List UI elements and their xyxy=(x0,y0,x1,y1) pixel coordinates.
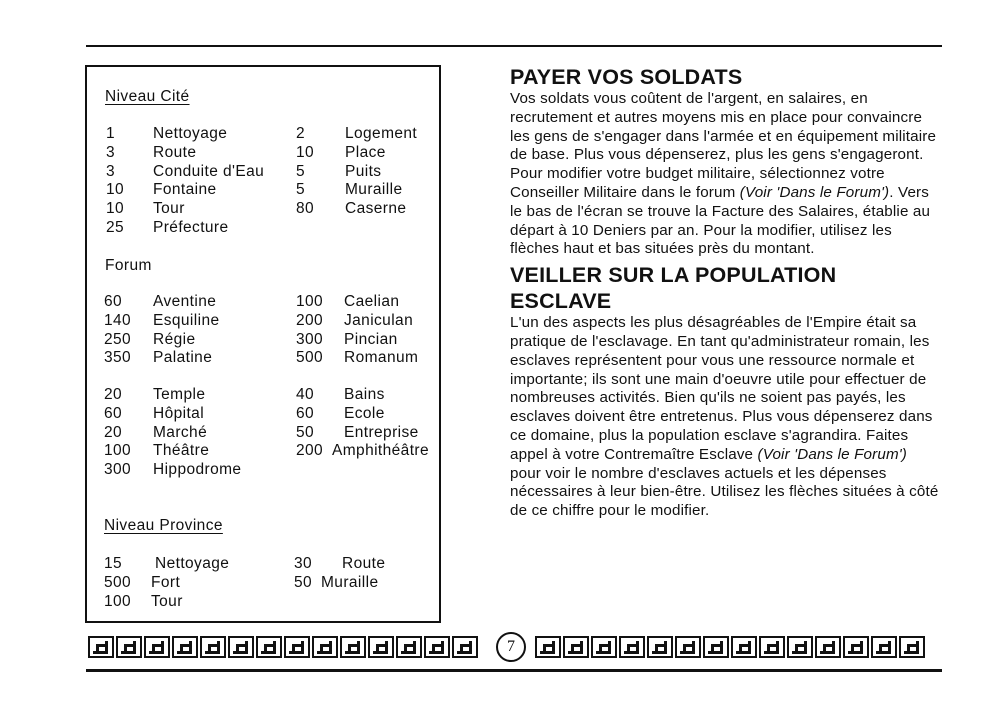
section-title-esclave: VEILLER SUR LA POPULATION ESCLAVE xyxy=(510,263,837,314)
building-label: Régie xyxy=(153,330,196,348)
cost-value: 10 xyxy=(106,181,125,199)
cost-value: 60 xyxy=(104,404,123,422)
top-rule xyxy=(86,45,942,47)
section-text-soldats-ref: (Voir 'Dans le Forum') xyxy=(739,183,890,201)
section-title-soldats: PAYER VOS SOLDATS xyxy=(510,65,743,89)
greek-key-icon xyxy=(619,636,645,658)
building-label: Ecole xyxy=(344,404,385,422)
building-label: Janiculan xyxy=(344,311,414,329)
cost-value: 500 xyxy=(296,349,324,367)
building-label: Bains xyxy=(344,386,385,403)
cost-value: 15 xyxy=(104,555,123,572)
greek-key-border-left xyxy=(88,636,478,662)
building-label: Hippodrome xyxy=(153,461,242,479)
building-label: Fontaine xyxy=(153,181,217,199)
greek-key-icon xyxy=(172,636,198,658)
section-heading-forum: Forum xyxy=(105,257,152,274)
building-label: Place xyxy=(345,143,386,161)
building-label: Pincian xyxy=(344,330,398,348)
building-label: Marché xyxy=(153,423,208,441)
greek-key-icon xyxy=(228,636,254,658)
cost-value: 140 xyxy=(104,311,132,329)
section-text-esclave-ref: (Voir 'Dans le Forum') xyxy=(757,445,908,463)
cost-value: 300 xyxy=(296,330,324,348)
building-label: Route xyxy=(342,555,386,572)
building-label: Nettoyage xyxy=(155,555,230,572)
section-text-soldats xyxy=(510,90,940,259)
greek-key-icon xyxy=(284,636,310,658)
cost-value: 1 xyxy=(106,125,116,142)
greek-key-icon xyxy=(144,636,170,658)
cost-value: 3 xyxy=(106,143,116,161)
section-text-soldats-b: . Vers le bas de l'écran se trouve la Facture des Salaires, établie au départ à 10 Deniers par an. Pour la modifier, utilisez les flèches haut et bas situées près du montant. xyxy=(510,183,931,258)
cost-value: 10 xyxy=(296,143,315,161)
greek-key-icon xyxy=(843,636,869,658)
building-label: Route xyxy=(153,143,197,161)
building-label: Tour xyxy=(151,592,183,610)
greek-key-border-right xyxy=(535,636,925,662)
cost-value: 100 xyxy=(104,442,132,460)
cost-value: 30 xyxy=(294,555,313,572)
building-label: Caserne xyxy=(345,200,407,218)
cost-value: 20 xyxy=(104,386,123,403)
greek-key-icon xyxy=(591,636,617,658)
greek-key-icon xyxy=(675,636,701,658)
cost-value: 40 xyxy=(296,386,315,403)
greek-key-icon xyxy=(899,636,925,658)
section-text-esclave xyxy=(510,314,940,521)
greek-key-icon xyxy=(200,636,226,658)
building-label: Muraille xyxy=(345,181,403,199)
cost-value: 350 xyxy=(104,349,132,367)
greek-key-icon xyxy=(256,636,282,658)
cost-value: 60 xyxy=(296,404,315,422)
building-label: Tour xyxy=(153,200,185,218)
greek-key-icon xyxy=(452,636,478,658)
bottom-rule xyxy=(86,669,942,672)
building-label: Muraille xyxy=(321,573,379,591)
greek-key-icon xyxy=(116,636,142,658)
cost-value: 10 xyxy=(106,200,125,218)
building-label: Hôpital xyxy=(153,404,205,422)
section-text-esclave-a: L'un des aspects les plus désagréables de l'Empire était sa pratique de l'esclavage. En tant qu'administrateur romain, les esclaves représentent pour vous une ressource normale et importante; ils sont une main d'oeuvre utile pour effectuer de nombreuses activités. Bien qu'ils ne soient pas payés, les esclaves doivent être entretenus. Plus vous dépenserez dans ce domaine, plus la population esclave s'agrandira. Faites appel à votre Contremaître Esclave xyxy=(510,314,933,463)
cost-value: 2 xyxy=(296,125,306,142)
building-label: Nettoyage xyxy=(153,125,228,142)
cost-value: 5 xyxy=(296,162,306,180)
greek-key-icon xyxy=(535,636,561,658)
greek-key-icon xyxy=(424,636,450,658)
page-number: 7 xyxy=(496,632,526,662)
cost-value: 200 xyxy=(296,442,324,460)
cost-value: 100 xyxy=(104,592,132,610)
greek-key-icon xyxy=(88,636,114,658)
section-text-soldats-a: Vos soldats vous coûtent de l'argent, en salaires, en recrutement et autres moyens mis en place pour convaincre les gens de s'engager dans l'armée et en équipement militaire de base. Plus vous dépenserez, plus les gens s'engageront. Pour modifier votre budget militaire, sélectionnez votre Conseiller Militaire dans le forum xyxy=(510,90,937,201)
building-label: Caelian xyxy=(344,293,400,310)
cost-value: 60 xyxy=(104,293,123,310)
cost-value: 50 xyxy=(296,423,315,441)
building-label: Théâtre xyxy=(153,442,210,460)
section-heading-province: Niveau Province xyxy=(104,517,223,534)
cost-value: 20 xyxy=(104,423,123,441)
cost-value: 300 xyxy=(104,461,132,479)
cost-value: 5 xyxy=(296,181,306,199)
greek-key-icon xyxy=(703,636,729,658)
section-heading-cite: Niveau Cité xyxy=(105,88,190,105)
building-label: Palatine xyxy=(153,349,213,367)
cost-value: 100 xyxy=(296,293,324,310)
greek-key-icon xyxy=(563,636,589,658)
cost-value: 500 xyxy=(104,573,132,591)
cost-value: 80 xyxy=(296,200,315,218)
cost-value: 50 xyxy=(294,573,313,591)
greek-key-icon xyxy=(368,636,394,658)
greek-key-icon xyxy=(312,636,338,658)
greek-key-icon xyxy=(815,636,841,658)
greek-key-icon xyxy=(871,636,897,658)
greek-key-icon xyxy=(396,636,422,658)
cost-value: 200 xyxy=(296,311,324,329)
greek-key-icon xyxy=(787,636,813,658)
building-label: Préfecture xyxy=(153,219,229,236)
right-column xyxy=(510,64,940,521)
cost-value: 25 xyxy=(106,219,125,236)
building-label: Fort xyxy=(151,573,181,591)
section-text-esclave-b: pour voir le nombre d'esclaves actuels et les dépenses nécessaires à leur bien-être. Utilisez les flèches situées à côté de ce chiffre pour le modifier. xyxy=(510,464,939,520)
greek-key-icon xyxy=(340,636,366,658)
building-label: Puits xyxy=(345,162,382,180)
building-label: Entreprise xyxy=(344,423,419,441)
greek-key-icon xyxy=(647,636,673,658)
cost-value: 3 xyxy=(106,162,116,180)
greek-key-icon xyxy=(759,636,785,658)
cost-value: 250 xyxy=(104,330,132,348)
greek-key-icon xyxy=(731,636,757,658)
building-label: Conduite d'Eau xyxy=(153,162,265,180)
building-label: Romanum xyxy=(344,349,419,367)
building-label: Esquiline xyxy=(153,311,220,329)
building-label: Logement xyxy=(345,125,418,142)
building-label: Aventine xyxy=(153,293,217,310)
building-label: Amphithéâtre xyxy=(332,442,429,460)
building-label: Temple xyxy=(153,386,206,403)
